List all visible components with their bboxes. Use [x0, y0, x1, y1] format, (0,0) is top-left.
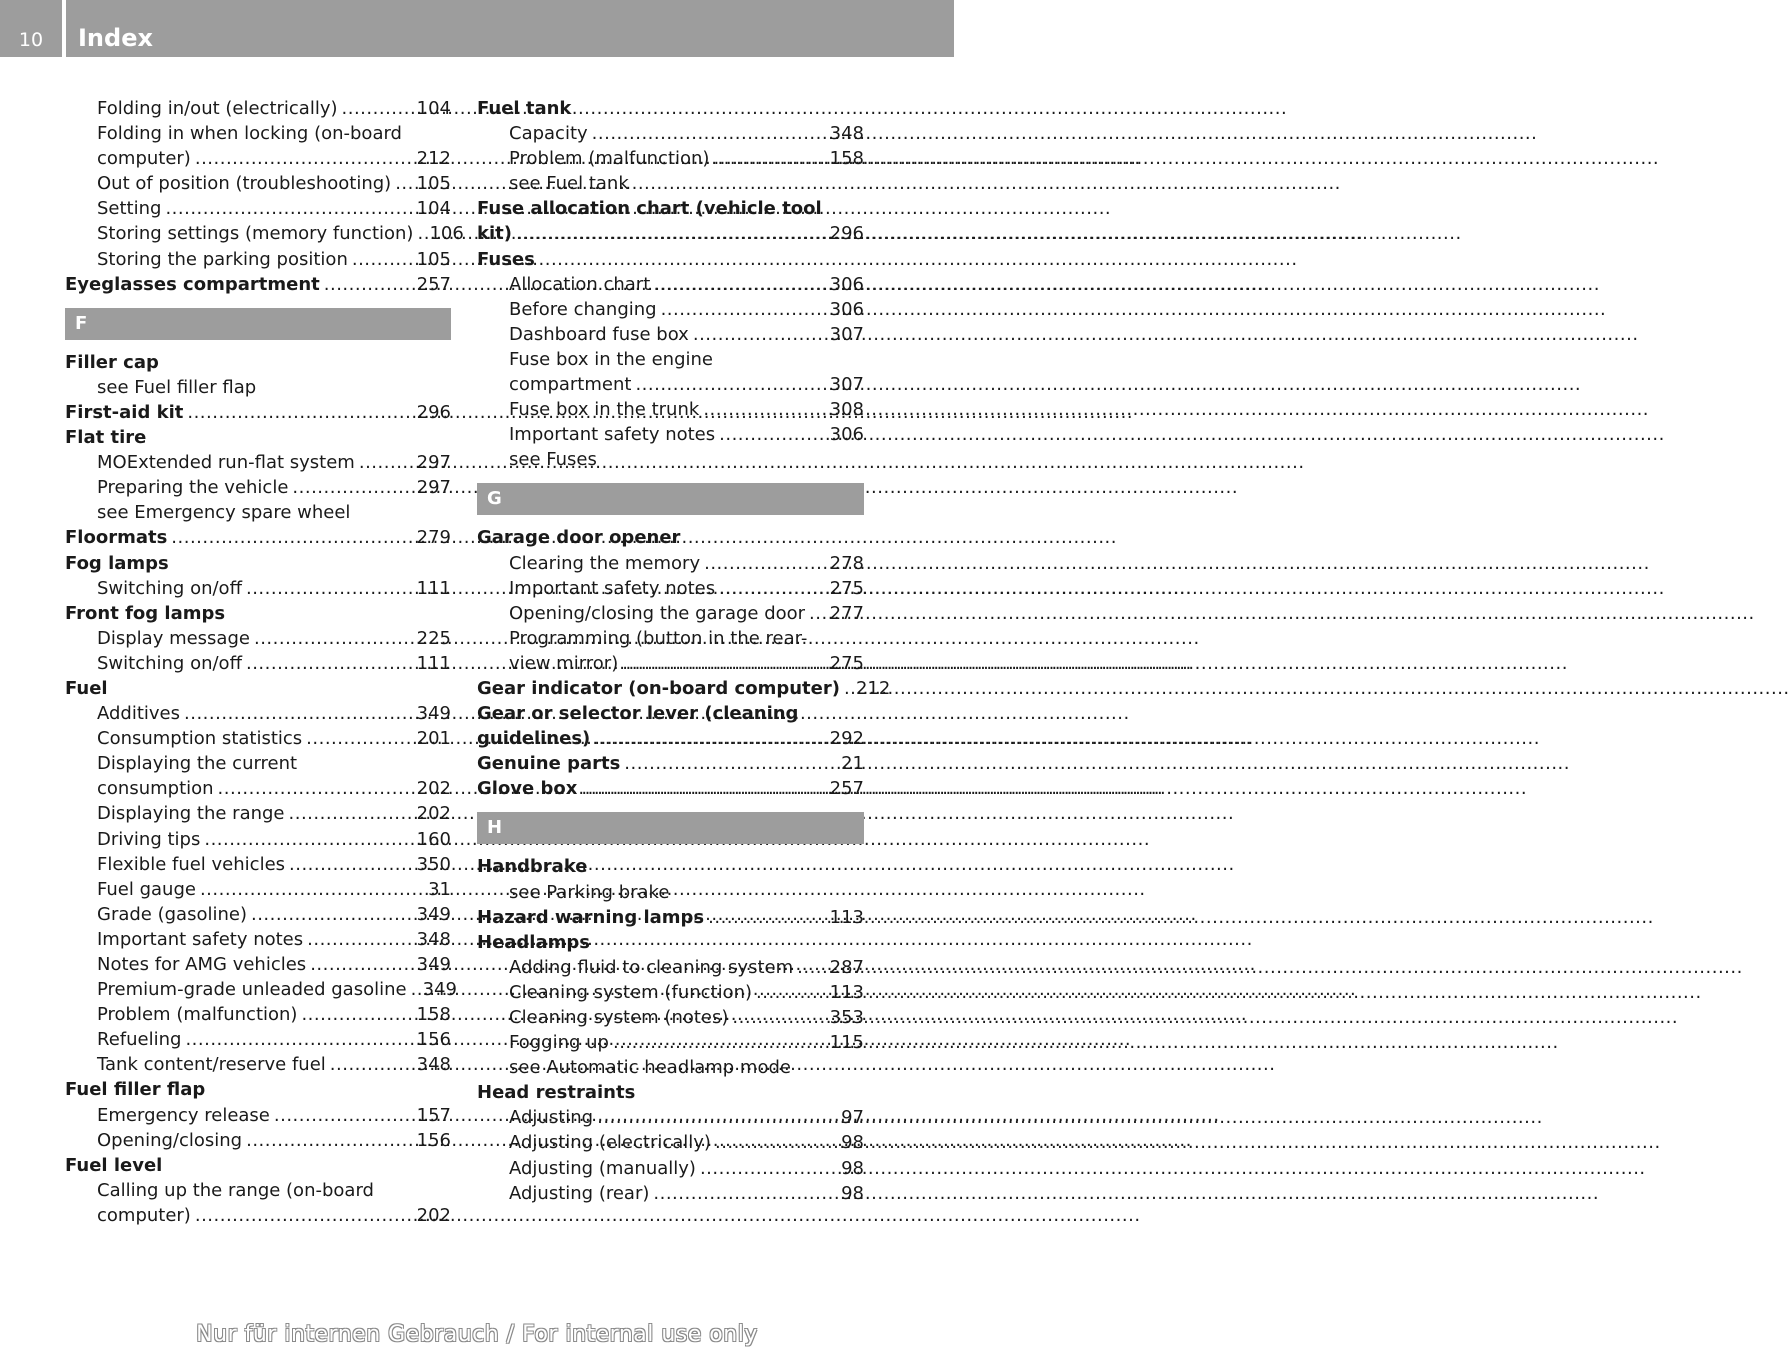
- dot-leader: [246, 651, 413, 676]
- index-entry: [65, 1077, 451, 1102]
- entry-page-number: 349: [422, 979, 457, 1001]
- entry-page-number: 257: [416, 273, 451, 295]
- entry-term: Important safety notes: [509, 577, 716, 599]
- dot-leader: [251, 902, 413, 927]
- entry-term: Programming (button in the rear-: [509, 627, 808, 649]
- index-entry: [65, 977, 457, 1002]
- entry-page-number: 225: [416, 627, 451, 649]
- entry-term: Gear or selector lever (cleaning: [477, 703, 799, 725]
- entry-term: see Emergency spare wheel: [97, 502, 351, 524]
- entry-page-number: 98: [841, 1132, 864, 1154]
- dot-leader: [292, 475, 412, 500]
- dot-leader: [324, 272, 413, 297]
- entry-page-number: 307: [829, 323, 864, 345]
- entry-term: Folding in/out (electrically): [97, 98, 338, 119]
- entry-page-number: 158: [416, 1004, 451, 1026]
- index-entry: [65, 676, 451, 701]
- dot-leader: [274, 1103, 413, 1128]
- index-entry: [477, 1105, 864, 1130]
- dot-leader: [708, 905, 826, 930]
- index-column-right: [477, 96, 891, 1206]
- index-entry: [477, 1130, 864, 1155]
- index-entry: [65, 375, 451, 400]
- entry-term: Display message: [97, 627, 250, 649]
- index-entry: [65, 1002, 451, 1027]
- index-entry: [477, 297, 864, 322]
- dot-leader: [289, 852, 413, 877]
- entry-term: Flat tire: [65, 427, 147, 449]
- index-entry: [65, 525, 451, 550]
- dot-leader: [622, 651, 825, 676]
- entry-page-number: 98: [841, 1182, 864, 1204]
- entry-term: Allocation chart: [509, 273, 651, 295]
- dot-leader: [246, 576, 413, 601]
- entry-list: [65, 350, 457, 1228]
- entry-term: Emergency release: [97, 1104, 270, 1126]
- entry-term: Calling up the range (on-board: [97, 1179, 374, 1201]
- index-entry: [65, 450, 451, 475]
- entry-page-number: 349: [416, 903, 451, 925]
- entry-term: Before changing: [509, 298, 657, 320]
- dot-leader: [342, 96, 413, 121]
- entry-page-number: 113: [829, 981, 864, 1003]
- entry-term: Capacity: [509, 123, 588, 145]
- entry-page-number: 111: [416, 577, 451, 599]
- dot-leader: [204, 827, 412, 852]
- entry-page-number: 158: [829, 148, 864, 170]
- index-entry: [65, 852, 451, 877]
- entry-page-number: 31: [428, 878, 451, 900]
- entry-term: Flexible fuel vehicles: [97, 853, 286, 875]
- index-entry: [477, 525, 864, 550]
- index-entry: [65, 576, 451, 601]
- index-entry: [477, 955, 864, 980]
- dot-leader: [359, 450, 413, 475]
- index-entry: [65, 475, 451, 500]
- index-entry: [477, 676, 891, 701]
- index-entry: [477, 930, 864, 955]
- entry-list: [477, 854, 864, 1205]
- entry-page-number: 111: [416, 652, 451, 674]
- dot-leader: [704, 551, 826, 576]
- entry-term: Eyeglasses compartment: [65, 273, 320, 295]
- entry-page-number: 275: [829, 652, 864, 674]
- index-entry: [477, 601, 864, 626]
- dot-leader: [624, 751, 837, 776]
- entry-page-number: 202: [416, 1204, 451, 1226]
- index-entry: [477, 1030, 864, 1055]
- index-entry: [477, 347, 864, 372]
- entry-page-number: 105: [416, 248, 451, 270]
- entry-page-number: 279: [416, 527, 451, 549]
- entry-term: Adding fluid to cleaning system: [509, 956, 794, 978]
- entry-term: Refueling: [97, 1029, 182, 1051]
- entry-term: Hazard warning lamps: [477, 906, 705, 928]
- entry-term: Switching on/off: [97, 652, 242, 674]
- entry-term: Head restraints: [477, 1082, 636, 1104]
- index-entry: [65, 1128, 451, 1153]
- page-title: Index: [78, 24, 153, 52]
- entry-term: Premium-grade unleaded gasoline: [97, 979, 407, 1001]
- index-entry: [477, 422, 864, 447]
- entry-term: computer): [97, 1204, 191, 1226]
- entry-page-number: 349: [416, 703, 451, 725]
- entry-page-number: 202: [416, 778, 451, 800]
- index-entry: [65, 551, 451, 576]
- entry-term: Switching on/off: [97, 577, 242, 599]
- dot-leader: [613, 1030, 826, 1055]
- index-entry: [477, 397, 864, 422]
- index-entry: [65, 221, 464, 246]
- index-entry: [477, 322, 864, 347]
- entry-page-number: 292: [829, 728, 864, 750]
- entry-term: Out of position (troubleshooting): [97, 173, 392, 195]
- dot-leader: [310, 952, 412, 977]
- entry-term: Fogging up: [509, 1032, 609, 1054]
- entry-page-number: 349: [416, 954, 451, 975]
- index-entry: [477, 701, 864, 726]
- dot-leader: [289, 801, 413, 826]
- entry-term: Fuel: [65, 677, 108, 699]
- entry-term: Handbrake: [477, 856, 588, 878]
- index-entry: [65, 877, 451, 902]
- dot-leader: [700, 1156, 837, 1181]
- entry-term: MOExtended run-flat system: [97, 452, 355, 474]
- dot-leader: [184, 701, 413, 726]
- index-entry: [477, 146, 864, 171]
- entry-term: Preparing the vehicle: [97, 477, 289, 499]
- index-entry: [65, 626, 451, 651]
- dot-leader: [171, 525, 412, 550]
- entry-page-number: 157: [416, 1104, 451, 1126]
- page-header: [0, 0, 954, 57]
- index-entry: [477, 1156, 864, 1181]
- index-entry: [65, 196, 451, 221]
- dot-leader: [165, 196, 412, 221]
- entry-page-number: 115: [829, 1032, 864, 1054]
- dot-leader: [703, 397, 825, 422]
- entry-page-number: 104: [416, 198, 451, 220]
- entry-term: Fuel gauge: [97, 878, 196, 900]
- entry-term: see Automatic headlamp mode: [509, 1057, 791, 1079]
- index-entry: [477, 726, 864, 751]
- dot-leader: [635, 372, 825, 397]
- entry-term: Tank content/reserve fuel: [97, 1054, 326, 1076]
- index-entry: [477, 447, 864, 472]
- index-entry: [65, 827, 451, 852]
- entry-term: Fuse box in the trunk: [509, 399, 700, 421]
- entry-term: see Fuses: [509, 449, 597, 471]
- index-entry: [477, 551, 864, 576]
- entry-page-number: 348: [416, 1054, 451, 1076]
- index-entry: [65, 247, 451, 272]
- index-entry: [477, 776, 864, 801]
- entry-list: [65, 96, 464, 297]
- entry-page-number: 348: [416, 928, 451, 950]
- index-entry: [65, 902, 451, 927]
- index-entry: [477, 372, 864, 397]
- entry-term: Storing settings (memory function): [97, 223, 414, 245]
- entry-term: Gear indicator (on-board computer): [477, 677, 840, 699]
- dot-leader: [653, 1181, 837, 1206]
- dot-leader: [187, 400, 412, 425]
- index-entry: [477, 751, 864, 776]
- index-entry: [477, 1181, 864, 1206]
- entry-term: Displaying the current: [97, 753, 298, 775]
- entry-term: Important safety notes: [509, 424, 716, 446]
- entry-term: Opening/closing the garage door: [509, 602, 806, 624]
- entry-term: Headlamps: [477, 931, 590, 953]
- entry-term: Driving tips: [97, 828, 201, 850]
- entry-term: Storing the parking position: [97, 248, 348, 270]
- index-entry: [65, 952, 451, 977]
- watermark-footer: Nur für internen Gebrauch / For internal use only: [196, 1322, 758, 1347]
- index-entry: [65, 1103, 451, 1128]
- dot-leader: [395, 171, 412, 196]
- entry-term: consumption: [97, 778, 214, 800]
- entry-term: Genuine parts: [477, 753, 621, 775]
- index-entry: [65, 350, 451, 375]
- index-entry: [65, 1203, 451, 1228]
- entry-term: Additives: [97, 703, 181, 725]
- dot-leader: [195, 146, 413, 171]
- entry-page-number: 113: [829, 906, 864, 928]
- entry-term: Opening/closing: [97, 1129, 243, 1151]
- index-entry: [65, 121, 451, 146]
- entry-term: Front fog lamps: [65, 602, 226, 624]
- dot-leader: [306, 726, 412, 751]
- dot-leader: [732, 1005, 825, 1030]
- entry-term: Fuse box in the engine: [509, 348, 713, 370]
- dot-leader: [661, 297, 826, 322]
- entry-term: Adjusting: [509, 1107, 594, 1129]
- entry-page-number: 297: [416, 452, 451, 474]
- dot-leader: [597, 1105, 837, 1130]
- entry-term: Garage door opener: [477, 527, 681, 549]
- entry-page-number: 308: [829, 399, 864, 421]
- index-entry: [65, 801, 451, 826]
- dot-leader: [411, 977, 419, 1002]
- entry-page-number: 98: [841, 1157, 864, 1179]
- index-entry: [65, 272, 451, 297]
- index-entry: [65, 1052, 451, 1077]
- index-entry: [65, 171, 451, 196]
- entry-page-number: 278: [829, 552, 864, 574]
- index-entry: [477, 576, 864, 601]
- dot-leader: [719, 576, 826, 601]
- entry-page-number: 306: [829, 273, 864, 295]
- entry-page-number: 202: [416, 803, 451, 825]
- entry-page-number: 201: [416, 728, 451, 750]
- entry-term: Cleaning system (notes): [509, 1007, 729, 1028]
- index-entry: [477, 221, 864, 246]
- dot-leader: [594, 726, 825, 751]
- entry-term: Fuses: [477, 248, 535, 270]
- entry-term: see Fuel tank: [509, 173, 629, 195]
- dot-leader: [713, 146, 825, 171]
- entry-term: Filler cap: [65, 351, 159, 373]
- index-entry: [65, 751, 451, 776]
- index-entry: [65, 927, 451, 952]
- dot-leader: [301, 1002, 412, 1027]
- dot-leader: [185, 1027, 412, 1052]
- entry-term: Adjusting (rear): [509, 1182, 650, 1204]
- index-entry: [65, 776, 451, 801]
- dot-leader: [352, 247, 413, 272]
- index-entry: [65, 726, 451, 751]
- entry-page-number: 287: [829, 956, 864, 978]
- dot-leader: [719, 422, 826, 447]
- entry-page-number: 156: [416, 1029, 451, 1051]
- index-entry: [477, 905, 864, 930]
- header-divider: [62, 0, 66, 57]
- index-entry: [477, 96, 864, 121]
- dot-leader: [254, 626, 413, 651]
- index-entry: [65, 1153, 451, 1178]
- entry-page-number: 105: [416, 173, 451, 195]
- index-entry: [65, 146, 451, 171]
- index-entry: [477, 651, 864, 676]
- entry-page-number: 306: [829, 424, 864, 446]
- entry-term: Grade (gasoline): [97, 903, 247, 925]
- index-entry: [477, 1080, 864, 1105]
- dot-leader: [844, 676, 852, 701]
- dot-leader: [200, 877, 424, 902]
- entry-term: compartment: [509, 374, 632, 396]
- entry-term: Folding in when locking (on-board: [97, 123, 402, 145]
- entry-page-number: 160: [416, 828, 451, 850]
- index-entry: [65, 400, 451, 425]
- index-entry: [65, 500, 451, 525]
- entry-page-number: 353: [829, 1007, 864, 1028]
- entry-term: see Parking brake: [509, 881, 670, 903]
- dot-leader: [218, 776, 413, 801]
- dot-leader: [693, 322, 826, 347]
- entry-term: see Fuel filler flap: [97, 376, 257, 398]
- entry-page-number: 275: [829, 577, 864, 599]
- entry-term: Cleaning system (function): [509, 981, 753, 1003]
- dot-leader: [516, 221, 826, 246]
- entry-term: Important safety notes: [97, 928, 304, 950]
- entry-term: computer): [97, 148, 191, 170]
- dot-leader: [797, 955, 826, 980]
- dot-leader: [756, 980, 826, 1005]
- dot-leader: [809, 601, 826, 626]
- index-entry: [477, 272, 864, 297]
- dot-leader: [417, 221, 425, 246]
- entry-page-number: 106: [429, 223, 464, 245]
- entry-page-number: 348: [829, 123, 864, 145]
- entry-page-number: 350: [416, 853, 451, 875]
- index-entry: [477, 1055, 864, 1080]
- entry-page-number: 277: [829, 602, 864, 624]
- index-entry: [477, 171, 864, 196]
- index-entry: [65, 601, 451, 626]
- dot-leader: [715, 1130, 837, 1155]
- entry-term: Glove box: [477, 778, 578, 800]
- entry-term: Fuel tank: [477, 98, 572, 119]
- entry-page-number: 306: [829, 298, 864, 320]
- index-entry: [65, 1027, 451, 1052]
- index-entry: [477, 121, 864, 146]
- entry-term: Fuel filler flap: [65, 1079, 206, 1101]
- dot-leader: [654, 272, 825, 297]
- entry-term: Clearing the memory: [509, 552, 701, 574]
- entry-term: Dashboard fuse box: [509, 323, 689, 345]
- dot-leader: [246, 1128, 413, 1153]
- entry-page-number: 212: [855, 677, 891, 699]
- entry-list: [477, 96, 864, 472]
- entry-term: Problem (malfunction): [509, 148, 710, 170]
- entry-page-number: 307: [829, 374, 864, 396]
- entry-page-number: 296: [829, 223, 864, 245]
- section-header-f: F: [65, 308, 451, 340]
- entry-term: Adjusting (manually): [509, 1157, 696, 1179]
- entry-term: guidelines): [477, 728, 591, 750]
- entry-term: Problem (malfunction): [97, 1004, 298, 1026]
- entry-term: kit): [477, 223, 512, 245]
- index-entry: [477, 854, 864, 879]
- dot-leader: [307, 927, 413, 952]
- entry-term: Notes for AMG vehicles: [97, 954, 307, 975]
- index-entry: [477, 626, 864, 651]
- entry-term: Adjusting (electrically): [509, 1132, 711, 1154]
- entry-term: Fuse allocation chart (vehicle tool: [477, 198, 822, 220]
- entry-term: Fog lamps: [65, 552, 169, 574]
- index-entry: [65, 1178, 451, 1203]
- index-entry: [65, 701, 451, 726]
- index-column-left: [65, 96, 464, 1228]
- entry-page-number: 104: [416, 98, 451, 119]
- section-header-h: H: [477, 812, 864, 844]
- section-header-g: G: [477, 483, 864, 515]
- entry-page-number: 97: [841, 1107, 864, 1129]
- entry-term: view mirror): [509, 652, 619, 674]
- entry-list: [477, 525, 891, 801]
- index-entry: [477, 196, 864, 221]
- index-entry: [477, 980, 864, 1005]
- dot-leader: [581, 776, 825, 801]
- index-entry: [65, 425, 451, 450]
- entry-page-number: 156: [416, 1129, 451, 1151]
- index-entry: [477, 880, 864, 905]
- entry-term: Floormats: [65, 527, 168, 549]
- index-entry: [477, 1005, 864, 1030]
- entry-term: Displaying the range: [97, 803, 285, 825]
- entry-term: Consumption statistics: [97, 728, 303, 750]
- dot-leader: [592, 121, 826, 146]
- entry-page-number: 212: [416, 148, 451, 170]
- dot-leader: [195, 1203, 413, 1228]
- page-number: 10: [18, 29, 44, 51]
- dot-leader: [330, 1052, 413, 1077]
- entry-term: First-aid kit: [65, 401, 184, 423]
- entry-page-number: 297: [416, 477, 451, 499]
- entry-page-number: 21: [841, 753, 864, 775]
- entry-page-number: 296: [416, 401, 451, 423]
- entry-term: Fuel level: [65, 1154, 163, 1176]
- entry-page-number: 257: [829, 778, 864, 800]
- index-entry: [65, 651, 451, 676]
- index-entry: [477, 247, 864, 272]
- entry-term: Setting: [97, 198, 162, 220]
- index-entry: [65, 96, 451, 121]
